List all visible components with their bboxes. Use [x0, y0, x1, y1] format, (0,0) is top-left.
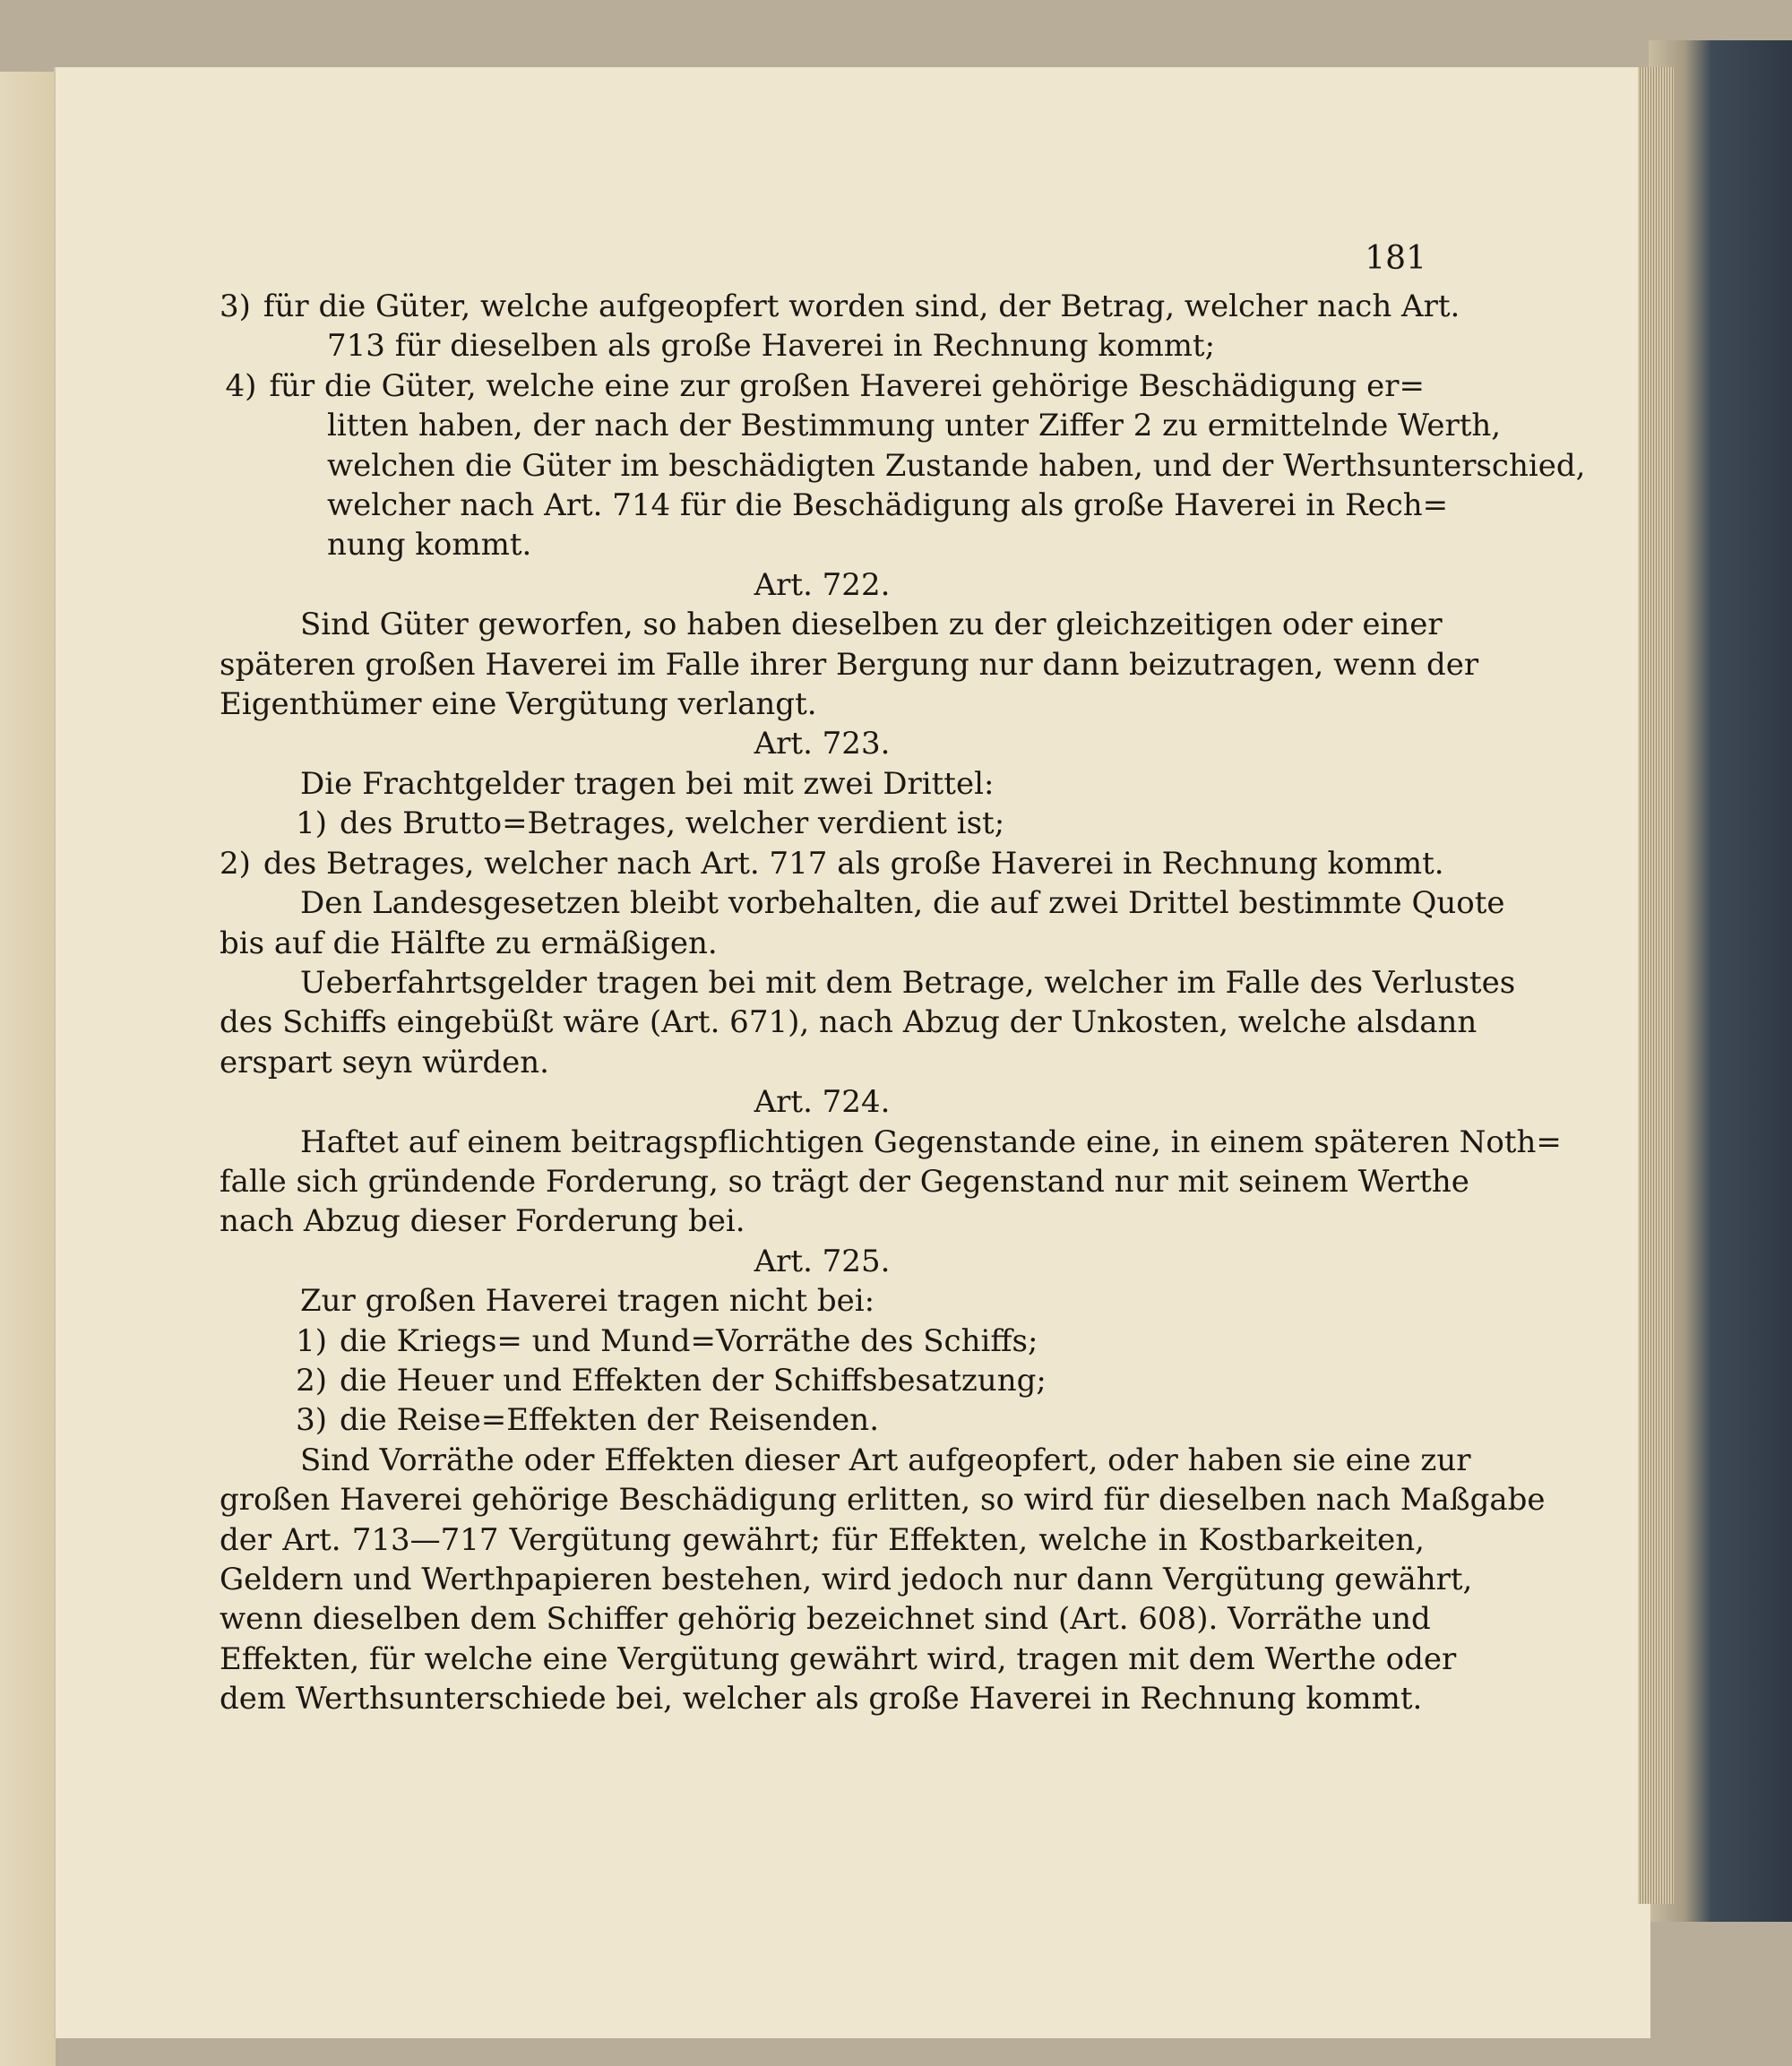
article-heading: Art. 724.: [754, 1084, 891, 1121]
list-number: 3): [296, 1402, 327, 1439]
text-line: Effekten, für welche eine Vergütung gewährt wird, tragen mit dem Werthe oder: [220, 1640, 1457, 1677]
text-line: des Schiffs eingebüßt wäre (Art. 671), nach Abzug der Unkosten, welche alsdann: [220, 1004, 1478, 1041]
text-line: Sind Güter geworfen, so haben dieselben zu der gleichzeitigen oder einer: [300, 607, 1443, 643]
list-number: 4): [225, 367, 257, 404]
text-line: wenn dieselben dem Schiffer gehörig bezeichnet sind (Art. 608). Vorräthe und: [220, 1601, 1431, 1638]
article-heading: Art. 722.: [754, 566, 891, 603]
list-number: 3): [220, 288, 251, 324]
text-line: Den Landesgesetzen bleibt vorbehalten, die auf zwei Drittel bestimmte Quote: [300, 885, 1505, 922]
text-line: bis auf die Hälfte zu ermäßigen.: [220, 925, 718, 961]
text-line: für die Güter, welche aufgeopfert worden sind, der Betrag, welcher nach Art.: [263, 288, 1460, 324]
text-line: Sind Vorräthe oder Effekten dieser Art aufgeopfert, oder haben sie eine zur: [300, 1442, 1471, 1478]
list-number: 1): [296, 1322, 327, 1359]
list-number: 1): [296, 805, 327, 842]
left-page-edge: [0, 72, 56, 2066]
list-number: 2): [220, 845, 251, 882]
text-line: welcher nach Art. 714 für die Beschädigung als große Haverei in Rech=: [327, 487, 1449, 524]
text-line: nung kommt.: [327, 527, 532, 564]
text-line: Die Frachtgelder tragen bei mit zwei Drittel:: [300, 765, 995, 802]
list-item: [220, 366, 1425, 406]
list-item: [220, 287, 1460, 326]
text-line: Haftet auf einem beitragspflichtigen Gegenstande eine, in einem späteren Noth=: [300, 1123, 1562, 1160]
text-line: 713 für dieselben als große Haverei in Rechnung kommt;: [327, 328, 1216, 365]
page-number: 181: [1365, 240, 1426, 277]
list-item: [220, 804, 1425, 843]
text-line: großen Haverei gehörige Beschädigung erlitten, so wird für dieselben nach Maßgabe: [220, 1482, 1546, 1519]
text-line: des Betrages, welcher nach Art. 717 als große Haverei in Rechnung kommt.: [263, 845, 1444, 882]
text-line: falle sich gründende Forderung, so trägt der Gegenstand nur mit seinem Werthe: [220, 1163, 1469, 1200]
text-line: welchen die Güter im beschädigten Zustande haben, und der Werthsunterschied,: [327, 447, 1586, 484]
text-line: erspart seyn würden.: [220, 1044, 549, 1080]
text-line: späteren großen Haverei im Falle ihrer Bergung nur dann beizutragen, wenn der: [220, 646, 1479, 683]
text-line: für die Güter, welche eine zur großen Haverei gehörige Beschädigung er=: [269, 367, 1425, 404]
text-line: Ueberfahrtsgelder tragen bei mit dem Betrage, welcher im Falle des Verlustes: [300, 964, 1516, 1001]
article-heading: Art. 725.: [754, 1243, 891, 1279]
text-line: die Reise=Effekten der Reisenden.: [340, 1402, 880, 1439]
text-line: dem Werthsunterschiede bei, welcher als große Haverei in Rechnung kommt.: [220, 1681, 1423, 1717]
list-number: 2): [296, 1362, 327, 1399]
list-item: [220, 1361, 1425, 1400]
text-line: die Heuer und Effekten der Schiffsbesatzung;: [340, 1362, 1047, 1399]
text-line: Eigenthümer eine Vergütung verlangt.: [220, 686, 817, 723]
text-line: die Kriegs= und Mund=Vorräthe des Schiffs;: [340, 1322, 1038, 1359]
text-line: Geldern und Werthpapieren bestehen, wird jedoch nur dann Vergütung gewährt,: [220, 1562, 1473, 1597]
page-stack-edge: [1638, 67, 1674, 1904]
article-heading: Art. 723.: [754, 726, 891, 762]
list-item: [220, 1321, 1425, 1361]
text-line: litten haben, der nach der Bestimmung unter Ziffer 2 zu ermittelnde Werth,: [327, 408, 1502, 444]
page-text: [220, 287, 1586, 1719]
text-line: nach Abzug dieser Forderung bei.: [220, 1203, 745, 1240]
list-item: [220, 844, 1444, 883]
text-line: der Art. 713—717 Vergütung gewährt; für Effekten, welche in Kostbarkeiten,: [220, 1521, 1425, 1558]
text-line: des Brutto=Betrages, welcher verdient ist;: [340, 805, 1005, 842]
list-item: [220, 1400, 1425, 1440]
text-line: Zur großen Haverei tragen nicht bei:: [300, 1283, 875, 1320]
